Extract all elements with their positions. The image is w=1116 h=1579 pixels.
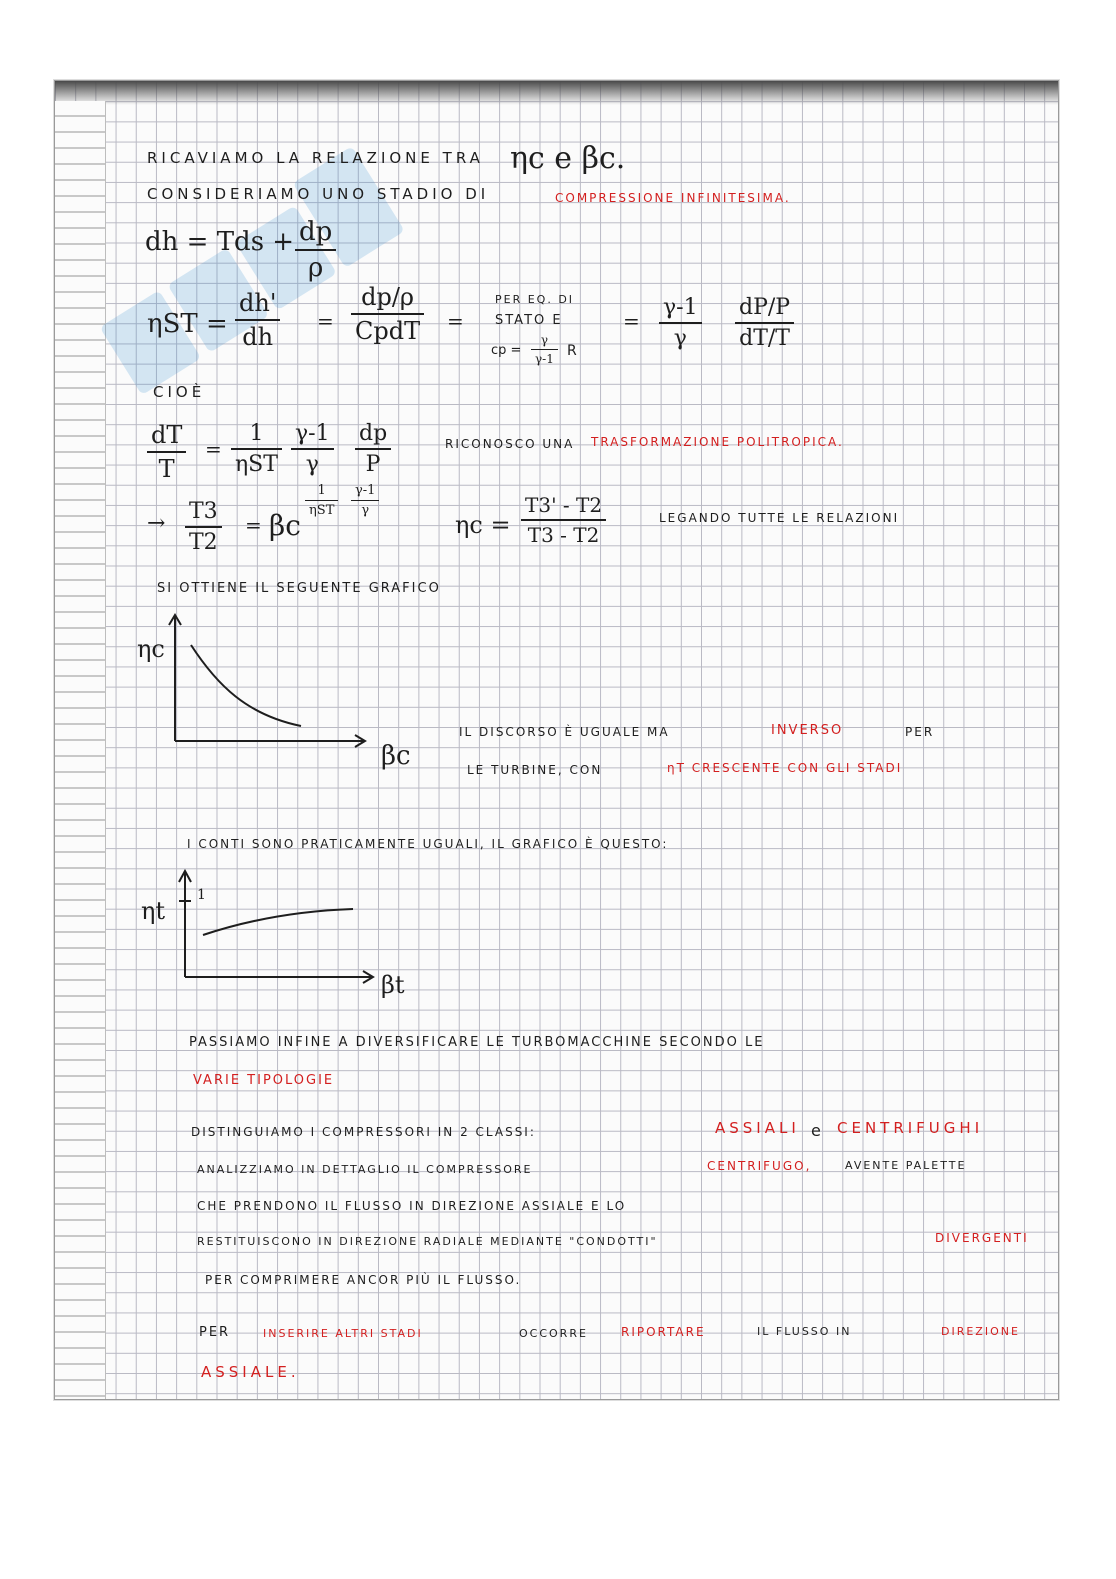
- denominator: ηST: [309, 503, 335, 518]
- denominator: dh: [242, 323, 274, 351]
- text-inverso: INVERSO: [771, 723, 844, 738]
- text-direzione: DIREZIONE: [941, 1325, 1020, 1338]
- text-che: CHE PRENDONO IL FLUSSO IN DIREZIONE ASSIALE E LO: [197, 1199, 627, 1213]
- cp-label: cp =: [491, 343, 522, 358]
- text-turbine: LE TURBINE, CON: [467, 763, 603, 777]
- text-line-2: CONSIDERIAMO UNO STADIO DI: [147, 185, 490, 203]
- text-divergenti: DIVERGENTI: [935, 1231, 1029, 1245]
- fraction-dh-prime: [235, 289, 280, 351]
- text-centrifugo: CENTRIFUGO,: [707, 1159, 812, 1173]
- fraction-bar: [305, 500, 338, 501]
- notebook-page: [54, 80, 1059, 1400]
- numerator: γ: [540, 333, 549, 347]
- fraction-bar: [231, 448, 282, 450]
- text-centrifughi: CENTRIFUGHI: [837, 1119, 984, 1137]
- denominator: γ: [361, 503, 370, 518]
- text-si-ottiene: SI OTTIENE IL SEGUENTE GRAFICO: [157, 581, 441, 596]
- numerator: 1: [317, 483, 326, 498]
- text-cioe: CIOÈ: [153, 383, 206, 401]
- text-restituiscono: RESTITUISCONO IN DIREZIONE RADIALE MEDIANTE "CONDOTTI": [197, 1235, 658, 1248]
- text-line-1: RICAVIAMO LA RELAZIONE TRA: [147, 149, 484, 167]
- equals-sign: =: [205, 437, 222, 461]
- numerator: dP/P: [739, 295, 791, 320]
- text-aventi: AVENTE PALETTE: [845, 1159, 967, 1172]
- text-politropica: TRASFORMAZIONE POLITROPICA.: [591, 435, 844, 449]
- text-riconosco: RICONOSCO UNA: [445, 437, 575, 451]
- graph-turbine-efficiency: [145, 867, 385, 987]
- equals-sign: =: [245, 513, 262, 537]
- text-assiale: ASSIALE.: [201, 1363, 300, 1381]
- text-passiamo: PASSIAMO INFINE A DIVERSIFICARE LE TURBOMACCHINE SECONDO LE: [189, 1035, 765, 1050]
- fraction-bar: [235, 319, 280, 321]
- fraction-bar: [291, 448, 334, 450]
- text-per-inserire: PER: [199, 1325, 231, 1340]
- denominator: T: [158, 455, 175, 483]
- text-conti: I CONTI SONO PRATICAMENTE UGUALI, IL GRAFICO È QUESTO:: [187, 837, 669, 851]
- text-analizziamo: ANALIZZIAMO IN DETTAGLIO IL COMPRESSORE: [197, 1163, 533, 1176]
- numerator: γ-1: [295, 421, 330, 446]
- fraction-bar: [147, 451, 186, 453]
- fraction-bar: [351, 500, 379, 501]
- graph1-y-label: ηc: [137, 635, 165, 663]
- text-varie-tipologie: VARIE TIPOLOGIE: [193, 1073, 335, 1088]
- fraction-dp-p: [355, 421, 391, 477]
- text-discorso: IL DISCORSO È UGUALE MA: [459, 725, 670, 739]
- text-eta-t-crescente: ηT CRESCENTE CON GLI STADI: [667, 761, 903, 775]
- numerator: γ-1: [663, 295, 698, 320]
- numerator: T3' - T2: [525, 493, 603, 517]
- graph2-x-label: βt: [381, 971, 405, 999]
- equation-dh: dh = Tds +: [145, 227, 295, 257]
- fraction-cp: [531, 333, 558, 366]
- numerator: dT: [151, 421, 183, 449]
- efficiency-curve: [203, 909, 353, 935]
- fraction-gamma: [659, 295, 702, 351]
- denominator: dT/T: [739, 326, 790, 351]
- numerator: dp: [359, 421, 388, 446]
- denominator: γ: [305, 452, 319, 477]
- fraction-dp-cpdt: [351, 283, 424, 345]
- text-legando: LEGANDO TUTTE LE RELAZIONI: [659, 511, 900, 525]
- denominator: T3 - T2: [527, 523, 600, 547]
- fraction-dp-rho: [295, 217, 336, 283]
- denominator: CpdT: [355, 317, 421, 345]
- text-e: e: [811, 1121, 825, 1140]
- text-inserire-altri-stadi: INSERIRE ALTRI STADI: [263, 1327, 423, 1340]
- graph2-y-label: ηt: [141, 897, 166, 925]
- numerator: dp: [299, 217, 333, 247]
- numerator: T3: [189, 499, 218, 524]
- fraction-bar: [659, 322, 702, 324]
- fraction-dT-T: [147, 421, 186, 483]
- cp-r: R: [567, 343, 579, 359]
- arrow-icon: →: [147, 511, 166, 536]
- equals-sign: =: [317, 309, 334, 333]
- denominator: P: [365, 452, 381, 477]
- fraction-bar: [185, 526, 222, 528]
- text-il-flusso: IL FLUSSO IN: [757, 1325, 852, 1338]
- fraction-dpp-dtt: [735, 295, 794, 351]
- numerator: γ-1: [355, 483, 376, 498]
- text-distinguiamo: DISTINGUIAMO I COMPRESSORI IN 2 CLASSI:: [191, 1125, 536, 1139]
- denominator: γ-1: [535, 352, 554, 366]
- numerator: dh': [239, 289, 277, 317]
- equals-sign: =: [623, 309, 640, 333]
- fraction-bar: [531, 349, 558, 350]
- note-per-eq: PER EQ. DI: [495, 293, 575, 306]
- graph1-x-label: βc: [381, 741, 411, 771]
- denominator: γ: [673, 326, 687, 351]
- note-stato: STATO E: [495, 313, 563, 328]
- fraction-bar: [355, 448, 391, 450]
- fraction-one-eta: [231, 421, 282, 477]
- numerator: 1: [249, 421, 264, 446]
- exponent-fraction-1: [305, 483, 338, 518]
- efficiency-curve: [191, 645, 301, 726]
- text-per-comprimere: PER COMPRIMERE ANCOR PIÙ IL FLUSSO.: [205, 1273, 522, 1287]
- math-etac-betac: ηc e βc.: [510, 141, 626, 176]
- text-line-2-red: COMPRESSIONE INFINITESIMA.: [555, 191, 791, 205]
- eta-c-label: ηc =: [455, 511, 511, 539]
- numerator: dp/ρ: [361, 283, 415, 311]
- denominator: T2: [189, 530, 218, 555]
- fraction-bar: [295, 249, 336, 251]
- equals-sign: =: [447, 309, 464, 333]
- text-per: PER: [905, 725, 935, 739]
- eta-st-label: ηST =: [147, 309, 228, 339]
- text-occorre: OCCORRE: [519, 1327, 588, 1340]
- graph2-tick-label: 1: [197, 887, 206, 903]
- graph-compressor-efficiency: [125, 611, 385, 761]
- beta-c-symbol: βc: [269, 509, 301, 542]
- denominator: ηST: [235, 452, 278, 477]
- text-riportare: RIPORTARE: [621, 1325, 706, 1339]
- denominator: ρ: [308, 253, 324, 283]
- fraction-bar: [351, 313, 424, 315]
- fraction-t3-t2: [185, 499, 222, 555]
- fraction-bar: [735, 322, 794, 324]
- fraction-bar: [521, 519, 606, 521]
- fraction-eta-c: [521, 493, 606, 547]
- fraction-gamma-2: [291, 421, 334, 477]
- exponent-fraction-2: [351, 483, 379, 518]
- text-assiali: ASSIALI: [715, 1119, 800, 1137]
